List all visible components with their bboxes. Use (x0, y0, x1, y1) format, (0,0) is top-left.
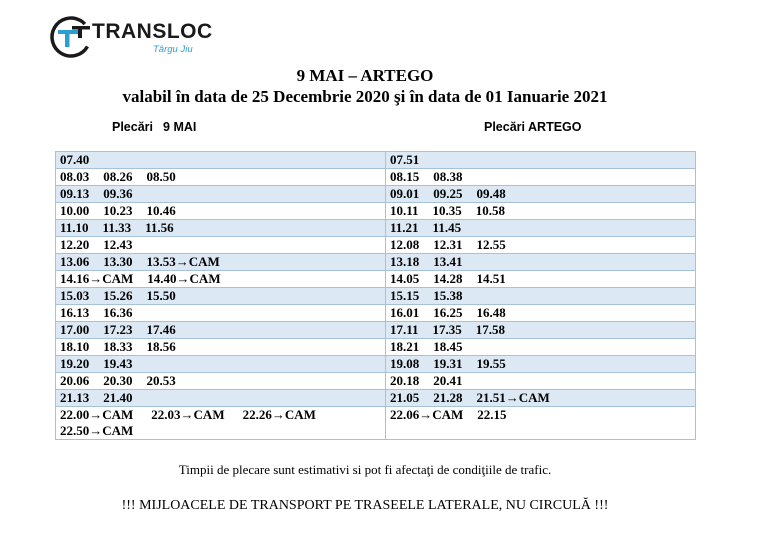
departure-cell-9mai (56, 254, 386, 271)
schedule-row (56, 169, 696, 186)
departure-time: 18.56 (146, 339, 176, 354)
departure-time: 21.51→CAM (476, 390, 550, 405)
departure-time: 20.18 (390, 373, 420, 388)
departure-cell-9mai (56, 305, 386, 322)
departure-cell-artego (386, 407, 696, 440)
departure-cell-9mai (56, 169, 386, 186)
departure-time: 19.20 (60, 356, 90, 371)
departure-time: 14.05 (390, 271, 420, 286)
schedule-row (56, 305, 696, 322)
departure-time: 10.58 (475, 203, 506, 218)
departure-cell-artego (386, 186, 696, 203)
departure-cell-9mai (56, 271, 386, 288)
departure-cell-artego (386, 271, 696, 288)
schedule-row (56, 288, 696, 305)
departures-9mai-heading (112, 120, 196, 134)
departure-cell-9mai (56, 220, 386, 237)
departure-time: 16.48 (476, 305, 506, 320)
departure-time: 07.51 (390, 152, 420, 167)
departure-time: 10.11 (390, 203, 419, 218)
departure-cell-9mai (56, 186, 386, 203)
departure-time: 10.46 (146, 203, 176, 218)
departure-time: 20.06 (60, 373, 90, 388)
departure-time: 08.50 (146, 169, 176, 184)
departure-time: 10.35 (432, 203, 462, 218)
departure-time: 16.01 (390, 305, 420, 320)
departure-time: 15.38 (433, 288, 463, 303)
departure-time: 13.30 (103, 254, 133, 269)
departure-time: 09.13 (60, 186, 90, 201)
schedule-body (56, 152, 696, 440)
departure-cell-9mai (56, 203, 386, 220)
departure-cell-artego (386, 288, 696, 305)
logo-title: TRANSLOC (92, 20, 213, 43)
departure-time: 12.08 (390, 237, 420, 252)
departure-time: 19.31 (433, 356, 463, 371)
lateral-routes-warning: !!! MIJLOACELE DE TRANSPORT PE TRASEELE LATERALE, NU CIRCULĂ !!! (121, 498, 609, 513)
departure-time: 18.10 (60, 339, 90, 354)
departure-cell-9mai (56, 152, 386, 169)
departure-time: 12.31 (433, 237, 463, 252)
departure-time: 13.06 (60, 254, 90, 269)
departure-time: 17.35 (432, 322, 462, 337)
departure-cell-9mai (56, 356, 386, 373)
departure-time: 10.23 (103, 203, 133, 218)
departure-time: 19.55 (476, 356, 506, 371)
departure-time: 11.21 (390, 220, 419, 235)
departure-time: 21.40 (103, 390, 133, 405)
departure-cell-artego (386, 169, 696, 186)
departure-time: 13.53→CAM (146, 254, 220, 269)
schedule-row (56, 271, 696, 288)
validity-title: valabil în data de 25 Decembrie 2020 şi în data de 01 Ianuarie 2021 (122, 87, 608, 106)
departure-time: 15.03 (60, 288, 90, 303)
transloc-logo-icon (48, 14, 94, 60)
departure-time: 21.13 (60, 390, 90, 405)
departure-cell-9mai (56, 407, 386, 440)
departure-time: 12.43 (103, 237, 133, 252)
departure-cell-artego (386, 356, 696, 373)
departure-cell-artego (386, 220, 696, 237)
departure-time: 18.45 (433, 339, 463, 354)
departure-time: 15.15 (390, 288, 420, 303)
departure-time: 15.26 (103, 288, 133, 303)
schedule-row (56, 373, 696, 390)
logo-subtitle: Târgu Jiu (153, 44, 193, 55)
schedule-row (56, 407, 696, 440)
transloc-logo (48, 14, 228, 60)
schedule-row (56, 220, 696, 237)
traffic-note: Timpii de plecare sunt estimativi si pot fi afectaţi de condiţiile de trafic. (178, 462, 552, 477)
departure-time: 21.05 (390, 390, 420, 405)
departures-label: Plecări (112, 120, 154, 134)
departure-time: 17.23 (103, 322, 133, 337)
departure-cell-artego (386, 390, 696, 407)
schedule-row (56, 203, 696, 220)
departure-time: 17.11 (390, 322, 419, 337)
schedule-row (56, 339, 696, 356)
departure-time: 13.41 (433, 254, 463, 269)
departure-time: 22.26→CAM (242, 407, 316, 422)
departure-time: 11.33 (102, 220, 132, 235)
departure-time: 08.03 (60, 169, 90, 184)
departure-cell-9mai (56, 390, 386, 407)
schedule-row (56, 356, 696, 373)
departure-cell-9mai (56, 288, 386, 305)
departure-time: 11.56 (145, 220, 174, 235)
departure-cell-artego (386, 152, 696, 169)
departure-time: 20.30 (103, 373, 133, 388)
departure-time: 17.46 (146, 322, 176, 337)
departure-time: 18.33 (103, 339, 133, 354)
schedule-table (55, 151, 696, 440)
departure-time: 15.50 (146, 288, 176, 303)
departure-cell-artego (386, 237, 696, 254)
departure-cell-9mai (56, 373, 386, 390)
departure-time: 13.18 (390, 254, 420, 269)
departure-time: 16.13 (60, 305, 90, 320)
departure-cell-9mai (56, 322, 386, 339)
departure-time: 20.53 (146, 373, 176, 388)
departure-cell-artego (386, 203, 696, 220)
departure-time: 12.55 (476, 237, 506, 252)
departure-time: 22.00→CAM (60, 407, 134, 422)
schedule-row (56, 152, 696, 169)
departure-time: 22.50→CAM (60, 423, 134, 438)
departure-time: 17.58 (475, 322, 506, 337)
departure-time: 22.06→CAM (390, 407, 464, 422)
departure-time: 10.00 (60, 203, 90, 218)
departure-time: 16.36 (103, 305, 133, 320)
departure-cell-artego (386, 373, 696, 390)
departure-time: 20.41 (433, 373, 463, 388)
departure-time: 08.38 (433, 169, 463, 184)
departure-cell-artego (386, 305, 696, 322)
departure-time: 18.21 (390, 339, 420, 354)
departure-time: 11.10 (60, 220, 89, 235)
departure-cell-artego (386, 322, 696, 339)
departure-cell-artego (386, 254, 696, 271)
departure-time: 22.03→CAM (151, 407, 225, 422)
departure-time: 21.28 (433, 390, 463, 405)
departure-time: 09.36 (103, 186, 133, 201)
departure-time: 09.48 (476, 186, 506, 201)
schedule-row (56, 322, 696, 339)
departure-time: 19.08 (390, 356, 420, 371)
departure-time: 08.15 (390, 169, 420, 184)
departure-time: 17.00 (60, 322, 90, 337)
departure-time: 14.16→CAM (60, 271, 134, 286)
schedule-row (56, 390, 696, 407)
departure-time: 09.01 (390, 186, 420, 201)
departure-time: 08.26 (103, 169, 133, 184)
schedule-row (56, 254, 696, 271)
departures-artego-heading: Plecări ARTEGO (484, 120, 582, 134)
departures-stop: 9 MAI (163, 120, 197, 134)
departure-time: 14.28 (433, 271, 463, 286)
schedule-row (56, 186, 696, 203)
departure-time: 19.43 (103, 356, 133, 371)
departure-cell-9mai (56, 237, 386, 254)
departure-cell-artego (386, 339, 696, 356)
departure-time: 09.25 (433, 186, 463, 201)
departure-time: 07.40 (60, 152, 90, 167)
departure-time: 14.40→CAM (147, 271, 221, 286)
route-title: 9 MAI – ARTEGO (296, 66, 434, 85)
departure-cell-9mai (56, 339, 386, 356)
departure-time: 16.25 (433, 305, 463, 320)
departure-time: 12.20 (60, 237, 90, 252)
departure-time: 11.45 (432, 220, 462, 235)
schedule-row (56, 237, 696, 254)
departure-time: 14.51 (476, 271, 506, 286)
departure-time: 22.15 (477, 407, 507, 422)
